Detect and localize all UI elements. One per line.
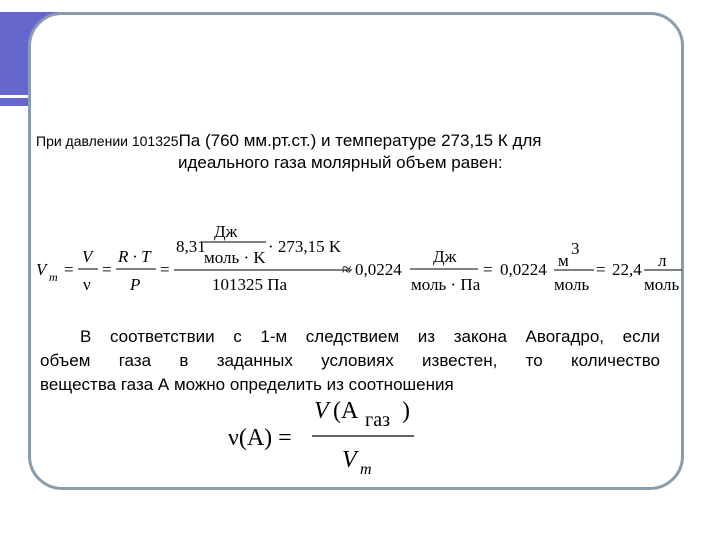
vm-subscript: m — [49, 270, 58, 284]
paren-open-a: (A — [333, 398, 359, 424]
paragraph-row-1: В соответствии с 1-м следствием из закона Авогадро, если — [80, 327, 660, 346]
v-numerator: V — [82, 247, 93, 266]
intro-rest: Па (760 мм.рт.ст.) и температуре 273,15 К для — [178, 131, 542, 150]
equals-4: = — [483, 260, 493, 279]
nu-denominator: ν — [83, 275, 91, 294]
m3-unit: м — [558, 251, 569, 270]
value-2: 0,0224 — [500, 260, 547, 279]
value-3: 22,4 — [612, 260, 642, 279]
p-denominator: P — [130, 275, 141, 294]
gas-subscript: газ — [365, 409, 390, 431]
rt-numerator: R · T — [118, 247, 151, 266]
mol-pa-unit: моль · Па — [411, 275, 481, 294]
mol-k-unit: моль · K — [204, 248, 266, 267]
vm-symbol: V — [36, 260, 47, 279]
intro-prefix: При давлении 101325 — [36, 133, 179, 149]
equals-3: = — [160, 260, 170, 279]
pressure-denominator: 101325 Па — [212, 275, 288, 294]
m3-exponent: 3 — [571, 239, 580, 258]
approx-sign: ≈ — [342, 260, 352, 279]
equals-2: = — [102, 260, 112, 279]
mol-unit-2: моль — [644, 275, 680, 294]
equals-1: = — [64, 260, 74, 279]
value-1: 0,0224 — [355, 260, 402, 279]
molar-volume-symbol: V — [342, 447, 357, 473]
equals-5: = — [596, 260, 606, 279]
paragraph-row-2: объем газа в заданных условиях известен, то количество — [40, 351, 660, 370]
liter-unit: л — [658, 251, 667, 270]
r-value: 8,31 — [176, 237, 206, 256]
dzh-unit: Дж — [214, 222, 238, 241]
intro-line-2: идеального газа молярный объем равен: — [178, 153, 503, 172]
dzh-unit-2: Дж — [433, 247, 457, 266]
paren-close: ) — [402, 398, 410, 424]
avogadro-paragraph — [40, 325, 660, 397]
nu-a-lhs: ν(A) = — [228, 425, 292, 451]
amount-formula — [0, 390, 720, 490]
paragraph-row-3: вещества газа А можно определить из соотношения — [40, 375, 454, 394]
temperature-term: · 273,15 K — [268, 237, 342, 256]
mol-unit-1: моль — [554, 275, 590, 294]
volume-symbol: V — [314, 398, 329, 424]
molar-volume-subscript: m — [360, 461, 372, 478]
